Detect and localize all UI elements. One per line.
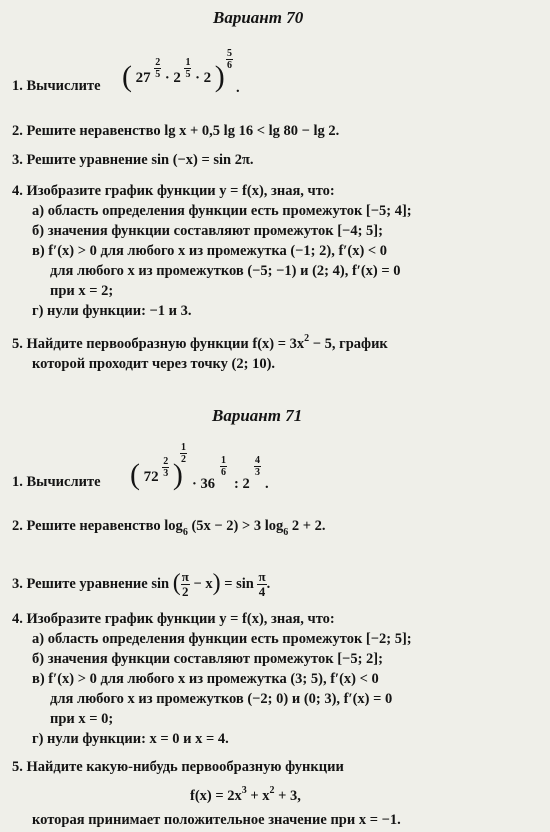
v70-problem-4-c3: при x = 2;: [50, 283, 114, 299]
v71-problem-1: [12, 474, 101, 491]
v70-problem-1-expression: [122, 56, 225, 93]
left-paren: (: [130, 458, 140, 491]
v71-problem-4-head: [12, 611, 335, 628]
problem-number: 2.: [12, 123, 23, 139]
pi-over-4: $\frac{\pi}{4}$: [258, 569, 266, 600]
outer-exponent-fraction: $\frac{1}{2}$: [181, 442, 186, 465]
period: .: [236, 80, 240, 96]
v70-problem-4-c2: для любого x из промежутков (−5; −1) и (2; 4), f′(x) = 0: [50, 263, 401, 279]
divide-2: : 2: [234, 476, 250, 492]
exponent-fraction: $\frac{2}{3}$: [163, 456, 169, 480]
times-36: · 36: [192, 476, 215, 492]
pi-over-2: $\frac{\pi}{2}$: [181, 569, 189, 600]
problem-text: Вычислите: [26, 78, 101, 94]
left-paren: (: [122, 60, 132, 93]
exponent: 2: [269, 785, 275, 796]
v71-problem-3: 3. Решите уравнение sin ( $\frac{\pi}{2}$ − x) = sin $\frac{\pi}{4}$ .: [12, 569, 271, 600]
base-2: 2: [173, 70, 181, 86]
log-base: 6: [283, 527, 289, 538]
problem-number: 5.: [12, 336, 23, 352]
right-paren: ): [212, 570, 221, 596]
v71-problem-4-b: б) значения функции составляют промежуток [−5; 2];: [32, 651, 383, 667]
log-base: 6: [182, 527, 188, 538]
dot: ·: [164, 70, 170, 86]
v71-problem-2: 2. Решите неравенство $\log_6 (5x - 2) > 3$ $\log_6 2 + 2$.: [12, 518, 326, 538]
exponent-fraction: $\frac{1}{6}$: [221, 455, 226, 478]
outer-exponent-fraction: $\frac{5}{6}$: [227, 48, 232, 71]
base-72: 72: [143, 469, 159, 485]
v71-problem-1-expression: [130, 455, 183, 489]
exponent: 3: [241, 785, 247, 796]
problem-number: 4.: [12, 611, 23, 627]
problem-text: Изобразите график функции y = f(x), зная, что:: [26, 183, 335, 199]
exponent-fraction: $\frac{4}{3}$: [255, 455, 260, 478]
problem-text: Вычислите: [26, 474, 101, 490]
base-27: 27: [135, 70, 151, 86]
left-paren: (: [172, 570, 181, 596]
right-paren: ): [214, 60, 225, 93]
v70-problem-2: [12, 123, 339, 140]
exponent-fraction: $\frac{1}{5}$: [185, 57, 191, 81]
dot: ·: [195, 70, 200, 86]
right-paren: ): [172, 458, 183, 491]
v70-problem-1: [12, 78, 101, 95]
v70-problem-3: [12, 152, 254, 169]
v71-problem-4-d: г) нули функции: x = 0 и x = 4.: [32, 731, 229, 747]
exponent-fraction: $\frac{2}{5}$: [155, 57, 161, 81]
v71-problem-5-line3: которая принимает положительное значение при x = −1.: [32, 812, 401, 828]
problem-number: 1.: [12, 474, 23, 490]
problem-number: 2.: [12, 518, 23, 534]
problem-number: 3.: [12, 576, 23, 592]
period: .: [265, 476, 269, 492]
v70-problem-5-line1: 5. Найдите первообразную функции $f(x) = 3x^2 - 5$, график: [12, 333, 388, 352]
v70-problem-4-c1: в) f′(x) > 0 для любого x из промежутка (−1; 2), f′(x) < 0: [32, 243, 388, 259]
v71-problem-4-c3: при x = 0;: [50, 711, 114, 727]
v70-problem-4-d: г) нули функции: −1 и 3.: [32, 303, 192, 319]
v70-problem-4-a: а) область определения функции есть промежуток [−5; 4];: [32, 203, 412, 219]
problem-number: 4.: [12, 183, 23, 199]
v71-problem-4-a: а) область определения функции есть промежуток [−2; 5];: [32, 631, 412, 647]
problem-text: Решите уравнение sin (−x) = sin 2π.: [26, 152, 254, 168]
variant-71-title: Вариант 71: [212, 406, 303, 425]
exponent: 2: [304, 333, 310, 344]
base-2: 2: [203, 70, 212, 86]
problem-number: 1.: [12, 78, 23, 94]
variant-70-title: Вариант 70: [213, 8, 304, 27]
problem-text: Решите неравенство lg x + 0,5 lg 16 < lg 80 − lg 2.: [26, 123, 340, 139]
v71-problem-5-line1: 5. Найдите какую-нибудь первообразную функции: [12, 759, 344, 775]
v70-problem-5-line2: которой проходит через точку (2; 10).: [32, 356, 276, 372]
v70-problem-4-head: [12, 183, 335, 200]
v71-problem-4-c1: в) f′(x) > 0 для любого x из промежутка (3; 5), f′(x) < 0: [32, 671, 379, 687]
v71-problem-5-formula: $f(x) = 2x^3 + x^2 + 3$,: [190, 785, 301, 804]
problem-number: 3.: [12, 152, 23, 168]
v71-problem-4-c2: для любого x из промежутков (−2; 0) и (0; 3), f′(x) = 0: [50, 691, 393, 707]
v70-problem-4-b: б) значения функции составляют промежуток [−4; 5];: [32, 223, 383, 239]
problem-text: Изобразите график функции y = f(x), зная, что:: [26, 611, 335, 627]
problem-number: 5.: [12, 759, 23, 775]
